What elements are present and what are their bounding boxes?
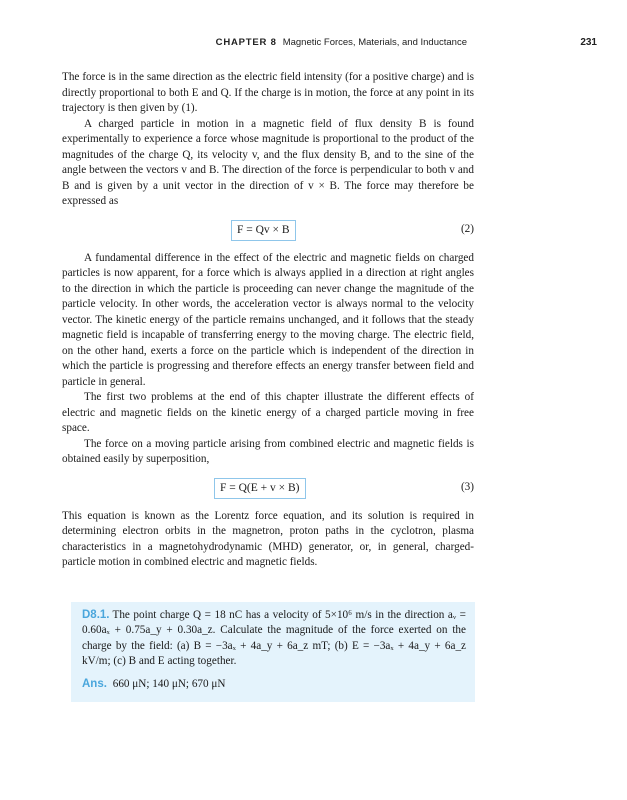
drill-problem-box: [71, 602, 475, 702]
equation-2-number: (2): [460, 222, 474, 235]
page-number: 231: [580, 37, 597, 48]
drill-answer: [82, 677, 466, 692]
equation-3-box: F = Q(E + v × B): [214, 478, 306, 499]
drill-problem-text: The point charge Q = 18 nC has a velocity of 5×10⁶ m/s in the direction aᵥ = 0.60aₓ + 0.75a_y + 0.30a_z. Calculate the magnitude of the force exerted on the charge by the field: (a) B = −3aₓ + 4a_y + 6a_z mT; (b) E = −3aₓ + 4a_y + 6a_z kV/m; (c) B and E acting together.: [82, 609, 466, 668]
paragraph-5: The force on a moving particle arising from combined electric and magnetic fields is obtained easily by superposition,: [62, 437, 474, 465]
equation-2: [62, 213, 474, 249]
paragraph-1: The force is in the same direction as the electric field intensity (for a positive charge) and is directly proportional to both E and Q. If the charge is in motion, the force at any point in its trajectory is then given by (1).: [62, 71, 474, 114]
equation-3: [62, 471, 474, 507]
body-text: [62, 70, 474, 571]
drill-label: D8.1.: [82, 609, 110, 621]
paragraph-6: This equation is known as the Lorentz force equation, and its solution is required in determining electron orbits in the magnetron, proton paths in the cyclotron, plasma characteristics in a magnetohydrodynamic (MHD) generator, or, in general, charged-particle motion in combined electric and magnetic fields.: [62, 509, 474, 568]
paragraph-3: A fundamental difference in the effect of the electric and magnetic fields on charged particles is now apparent, for a force which is always applied in a direction at right angles to the direction in which the particle is proceeding can never change the magnitude of the particle velocity. In other words, the acceleration vector is always normal to the velocity vector. The kinetic energy of the particle remains unchanged, and it follows that the steady magnetic field is incapable of transferring energy to the moving charge. The electric field, on the other hand, exerts a force on the particle which is independent of the direction in which the particle is progressing and therefore effects an energy transfer between field and particle in general.: [62, 251, 474, 388]
chapter-label: CHAPTER 8: [215, 37, 277, 48]
answer-text: 660 μN; 140 μN; 670 μN: [112, 677, 226, 690]
paragraph-4: The first two problems at the end of this chapter illustrate the different effects of electric and magnetic fields on the kinetic energy of a charged particle moving in free space.: [62, 391, 474, 434]
chapter-title: Magnetic Forces, Materials, and Inductance: [282, 37, 467, 48]
answer-label: Ans.: [82, 677, 107, 690]
paragraph-2: A charged particle in motion in a magnetic field of flux density B is found experimentally to experience a force whose magnitude is proportional to the product of the magnitudes of the charge Q, its velocity v, and the flux density B, and to the sine of the angle between the vectors v and B. The direction of the force is perpendicular to both v and B and is given by a unit vector in the direction of v × B. The force may therefore be expressed as: [62, 117, 474, 207]
equation-2-box: F = Qv × B: [231, 220, 296, 241]
running-head: [216, 37, 467, 48]
drill-problem: [82, 608, 466, 670]
equation-3-number: (3): [460, 480, 474, 493]
page-header: [62, 37, 597, 51]
